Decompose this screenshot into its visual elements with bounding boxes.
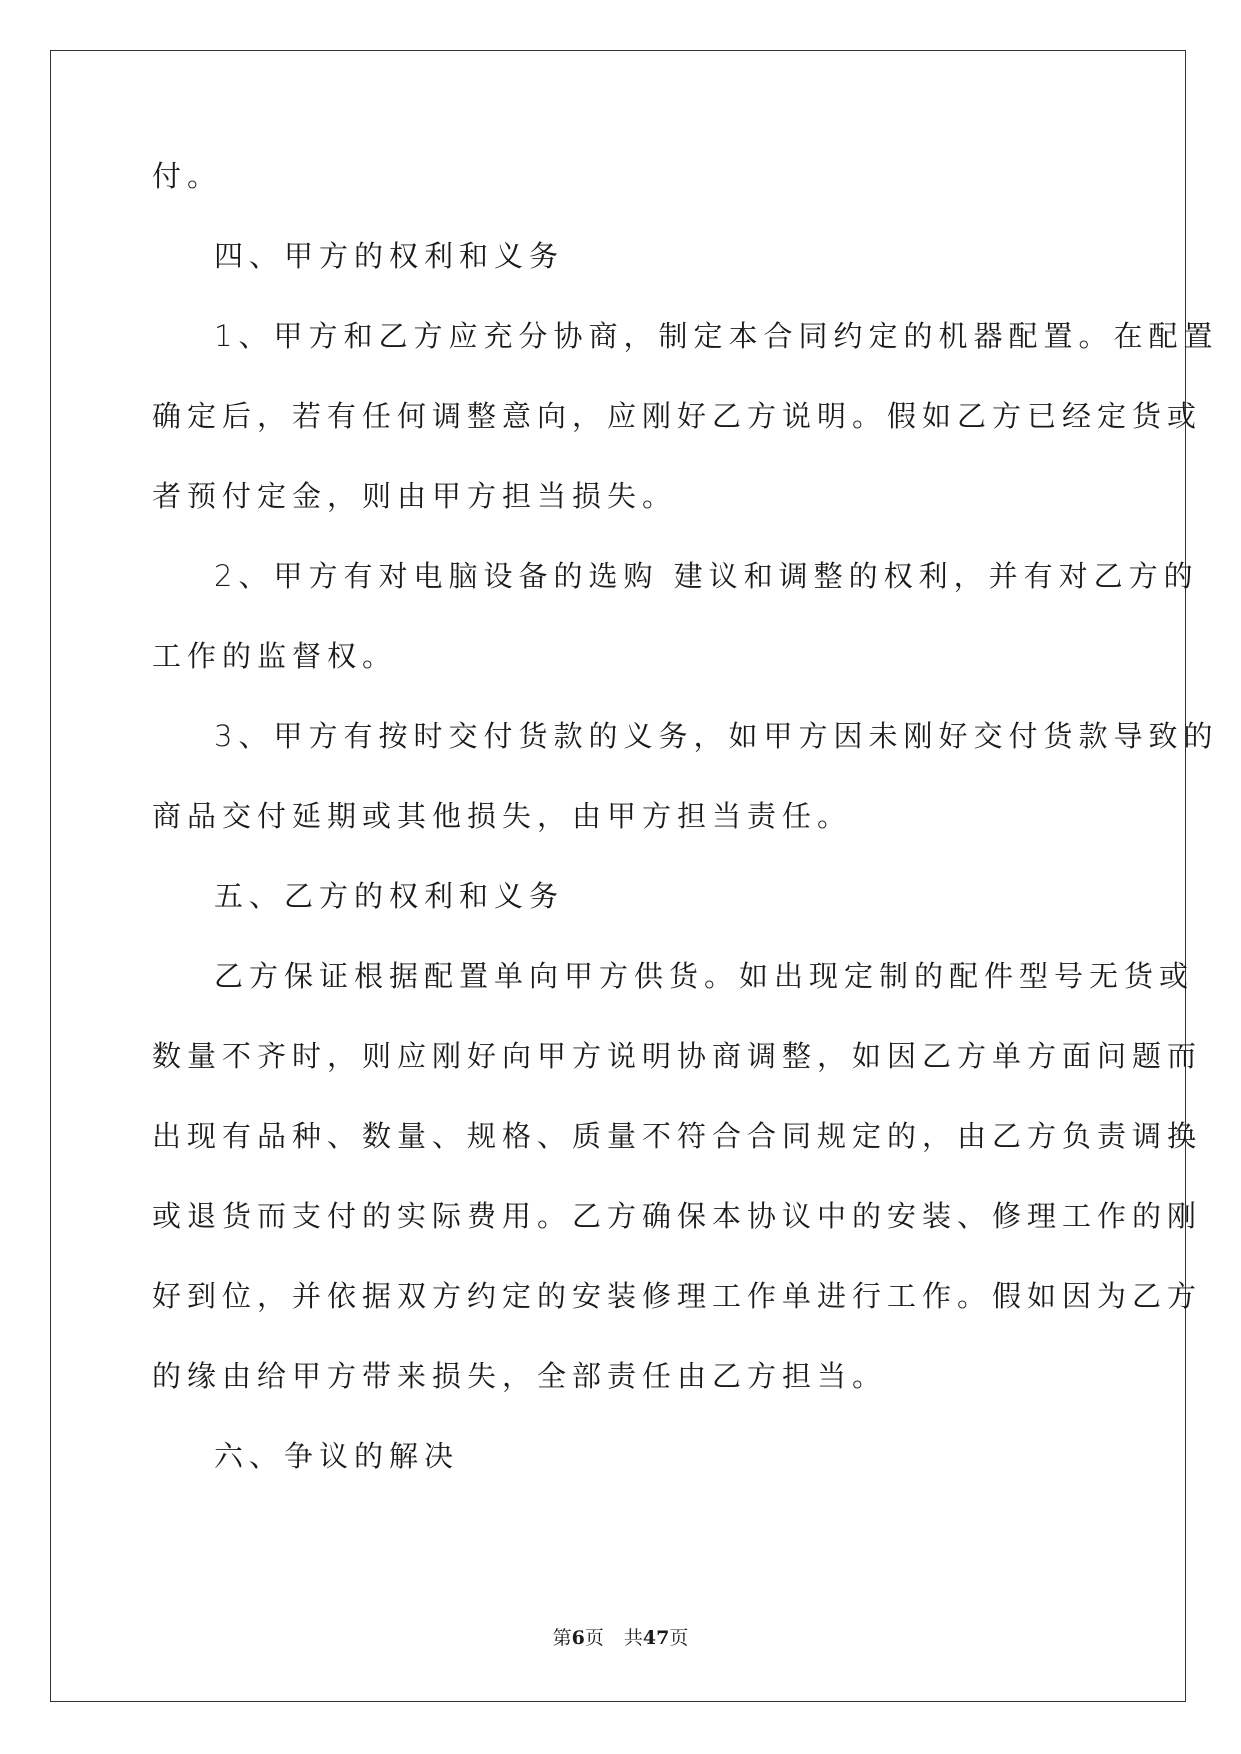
text-line: 数量不齐时，则应刚好向甲方说明协商调整，如因乙方单方面问题而 [152,1039,1203,1073]
text-line: 2、甲方有对电脑设备的选购 建议和调整的权利，并有对乙方的 [214,559,1199,593]
footer-total-suffix: 页 [669,1627,689,1649]
footer-page-number: 6 [571,1627,585,1649]
text-line: 四、甲方的权利和义务 [214,239,565,273]
text-line: 的缘由给甲方带来损失，全部责任由乙方担当。 [152,1359,888,1393]
text-line: 或退货而支付的实际费用。乙方确保本协议中的安装、修理工作的刚 [152,1199,1203,1233]
footer-total-pages: 47 [642,1627,670,1649]
text-line: 3、甲方有按时交付货款的义务，如甲方因未刚好交付货款导致的 [214,719,1219,753]
text-line: 好到位，并依据双方约定的安装修理工作单进行工作。假如因为乙方 [152,1279,1203,1313]
page-footer [0,1623,1241,1650]
text-line: 付。 [152,159,223,193]
text-line: 出现有品种、数量、规格、质量不符合合同规定的，由乙方负责调换 [152,1119,1203,1153]
text-line: 者预付定金，则由甲方担当损失。 [152,479,678,513]
footer-total-prefix: 共 [623,1627,643,1649]
text-line: 1、甲方和乙方应充分协商，制定本合同约定的机器配置。在配置 [214,319,1219,353]
text-line: 确定后，若有任何调整意向，应刚好乙方说明。假如乙方已经定货或 [152,399,1203,433]
text-line: 六、争议的解决 [214,1439,460,1473]
text-line: 五、乙方的权利和义务 [214,879,565,913]
text-line: 乙方保证根据配置单向甲方供货。如出现定制的配件型号无货或 [214,959,1195,993]
footer-prefix: 第 [552,1627,572,1649]
footer-page-suffix: 页 [584,1627,604,1649]
text-line: 工作的监督权。 [152,639,398,673]
text-line: 商品交付延期或其他损失，由甲方担当责任。 [152,799,853,833]
